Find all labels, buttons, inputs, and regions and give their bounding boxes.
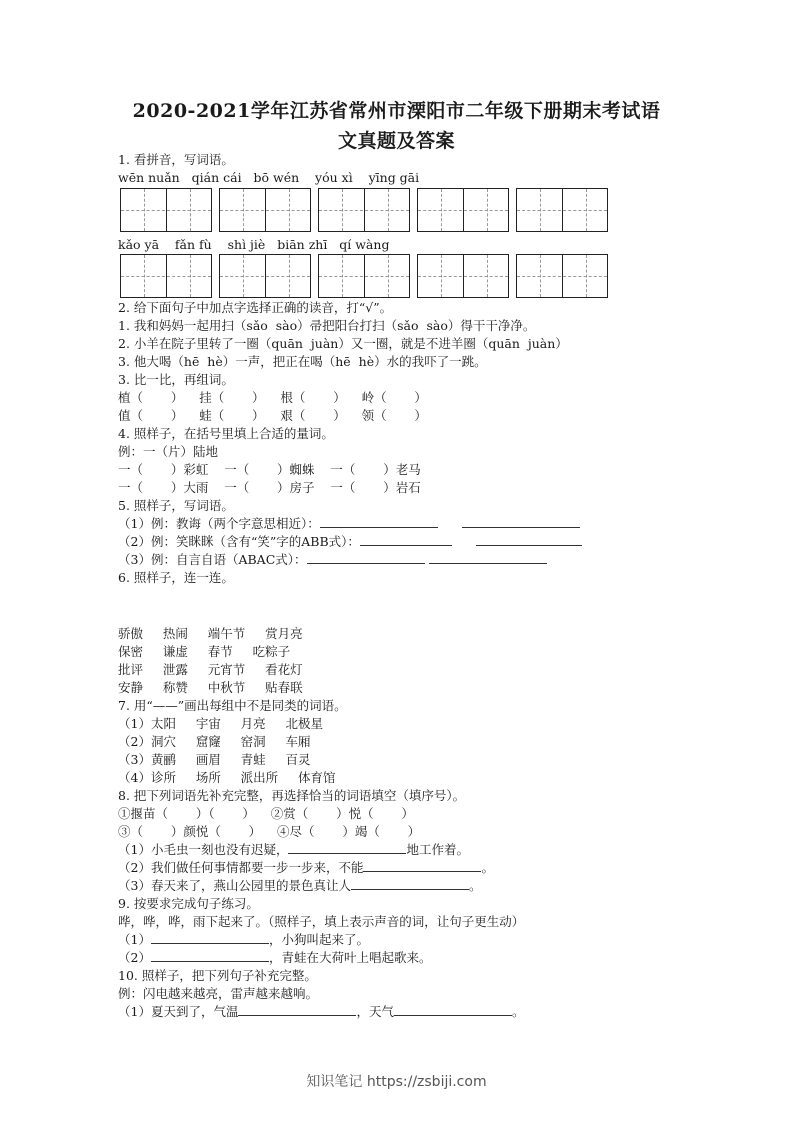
- q8-row-1: ①揠苗（ ）（ ） ②赏（ ）悦（ ）: [118, 806, 414, 821]
- answer-blank[interactable]: [462, 515, 580, 528]
- q3-row-2: 值（ ） 蛙（ ） 艰（ ） 领（ ）: [118, 408, 427, 423]
- q6-row-3: 批评 泄露 元宵节 看花灯: [118, 662, 303, 677]
- tianzige-box[interactable]: [120, 254, 212, 298]
- q9-s1-label: （1）: [118, 932, 151, 947]
- q4-row-2: 一（ ）大雨 一（ ）房子 一（ ）岩石: [118, 480, 421, 495]
- q10-heading: 10. 照样子，把下列句子补充完整。: [118, 968, 317, 983]
- pinyin-text: kǎo yā fǎn fù shì jiè biān zhī qí wàng: [118, 237, 390, 252]
- answer-blank[interactable]: [360, 533, 452, 546]
- q10-example: 例：闪电越来越亮，雷声越来越响。: [118, 986, 319, 1001]
- q8-s3-tail: 。: [468, 878, 482, 893]
- q6-row-4: 安静 称赞 中秋节 贴春联: [118, 680, 303, 695]
- q10-s1-text: （1）夏天到了，气温: [118, 1004, 239, 1019]
- q8-s1-tail: 地工作着。: [406, 842, 469, 857]
- q9-heading: 9. 按要求完成句子练习。: [118, 896, 259, 911]
- q1-pinyin-row2: [118, 236, 389, 254]
- q2-sentence-2: 2. 小羊在院子里转了一圈（quān juàn）又一圈，就是不进羊圈（quān juàn）: [118, 336, 568, 351]
- tianzige-box[interactable]: [516, 254, 608, 298]
- q9-example: 哗，哗，哗，雨下起来了。（照样子，填上表示声音的词，让句子更生动）: [118, 914, 525, 929]
- q7-group-1: （1）太阳 宇宙 月亮 北极星: [118, 716, 324, 731]
- q2-heading: 2. 给下面句子中加点字选择正确的读音，打“√”。: [118, 300, 393, 315]
- q2-sentence-3: 3. 他大喝（hē hè）一声，把正在喝（hē hè）水的我吓了一跳。: [118, 354, 487, 369]
- q5-item-2-text: （2）例：笑眯眯（含有“笑”字的ABB式）：: [118, 534, 360, 549]
- q6-row-2: 保密 谦虚 春节 吃粽子: [118, 644, 291, 659]
- q5-item-1-text: （1）例：教诲（两个字意思相近）：: [118, 516, 320, 531]
- q8-s1-text: （1）小毛虫一刻也没有迟疑，: [118, 842, 289, 857]
- tianzige-box[interactable]: [219, 254, 311, 298]
- answer-blank[interactable]: [288, 841, 406, 854]
- q5-item-3: [118, 551, 547, 569]
- q4-heading: 4. 照样子，在括号里填上合适的量词。: [118, 426, 334, 441]
- q8-heading: 8. 把下列词语先补充完整，再选择恰当的词语填空（填序号）。: [118, 788, 466, 803]
- q1-heading: 1. 看拼音，写词语。: [118, 152, 234, 167]
- q3-heading: 3. 比一比，再组词。: [118, 372, 234, 387]
- q7-group-2: （2）洞穴 窟窿 窑洞 车厢: [118, 734, 311, 749]
- q6-heading: 6. 照样子，连一连。: [118, 570, 234, 585]
- answer-blank[interactable]: [238, 1003, 356, 1016]
- q9-sentence-2: [118, 949, 431, 967]
- footer-watermark: 知识笔记 https://zsbiji.com: [306, 1074, 487, 1090]
- q1-pinyin-row1: [118, 169, 419, 187]
- answer-blank[interactable]: [476, 533, 582, 546]
- q2-sentence-1: 1. 我和妈妈一起用扫（sǎo sào）帚把阳台打扫（sǎo sào）得干干净净。: [118, 318, 536, 333]
- answer-blank[interactable]: [320, 515, 438, 528]
- q10-sentence-1: [118, 1003, 525, 1021]
- tianzige-box[interactable]: [219, 188, 311, 232]
- tianzige-box[interactable]: [417, 254, 509, 298]
- q8-s2-text: （2）我们做任何事情都要一步一步来，不能: [118, 860, 364, 875]
- q9-s1-tail: ，小狗叫起来了。: [268, 932, 369, 947]
- doc-title-line1: 2020-2021学年江苏省常州市溧阳市二年级下册期末考试语: [132, 100, 661, 122]
- q4-row-1: 一（ ）彩虹 一（ ）蜘蛛 一（ ）老马: [118, 462, 421, 477]
- doc-title-line2: 文真题及答案: [337, 130, 455, 152]
- tianzige-box[interactable]: [516, 188, 608, 232]
- q10-s1-tail: 。: [511, 1004, 525, 1019]
- answer-blank[interactable]: [351, 877, 469, 890]
- q5-item-2: [118, 533, 582, 551]
- pinyin-text: wēn nuǎn qián cái bō wén yóu xì yīng gāi: [118, 170, 420, 185]
- tianzige-box[interactable]: [318, 254, 410, 298]
- q9-s2-tail: ，青蛙在大荷叶上唱起歌来。: [268, 950, 432, 965]
- q6-row-1: 骄傲 热闹 端午节 赏月亮: [118, 626, 303, 641]
- q3-row-1: 植（ ） 挂（ ） 根（ ） 岭（ ）: [118, 390, 427, 405]
- q5-item-3-text: （3）例：自言自语（ABAC式）：: [118, 552, 307, 567]
- q8-s3-text: （3）春天来了，燕山公园里的景色真让人: [118, 878, 351, 893]
- answer-blank[interactable]: [394, 1003, 512, 1016]
- answer-blank[interactable]: [307, 551, 425, 564]
- q9-sentence-1: [118, 931, 369, 949]
- q8-sentence-2: [118, 859, 494, 877]
- tianzige-box[interactable]: [318, 188, 410, 232]
- tianzige-box[interactable]: [120, 188, 212, 232]
- q5-item-1: [118, 515, 580, 533]
- q8-sentence-1: [118, 841, 469, 859]
- q7-group-4: （4）诊所 场所 派出所 体育馆: [118, 770, 336, 785]
- q10-s1-mid: ，天气: [356, 1004, 394, 1019]
- q8-row-2: ③（ ）颜悦（ ） ④尽（ ）竭（ ）: [118, 824, 421, 839]
- q4-example: 例：一（片）陆地: [118, 444, 219, 459]
- answer-blank[interactable]: [363, 859, 481, 872]
- answer-blank[interactable]: [151, 931, 269, 944]
- answer-blank[interactable]: [151, 949, 269, 962]
- answer-blank[interactable]: [429, 551, 547, 564]
- q9-s2-label: （2）: [118, 950, 151, 965]
- q8-sentence-3: [118, 877, 481, 895]
- tianzige-box[interactable]: [417, 188, 509, 232]
- q5-heading: 5. 照样子，写词语。: [118, 498, 234, 513]
- q7-heading: 7. 用“——”画出每组中不是同类的词语。: [118, 698, 347, 713]
- q7-group-3: （3）黄鹂 画眉 青蛙 百灵: [118, 752, 311, 767]
- q8-s2-tail: 。: [481, 860, 494, 875]
